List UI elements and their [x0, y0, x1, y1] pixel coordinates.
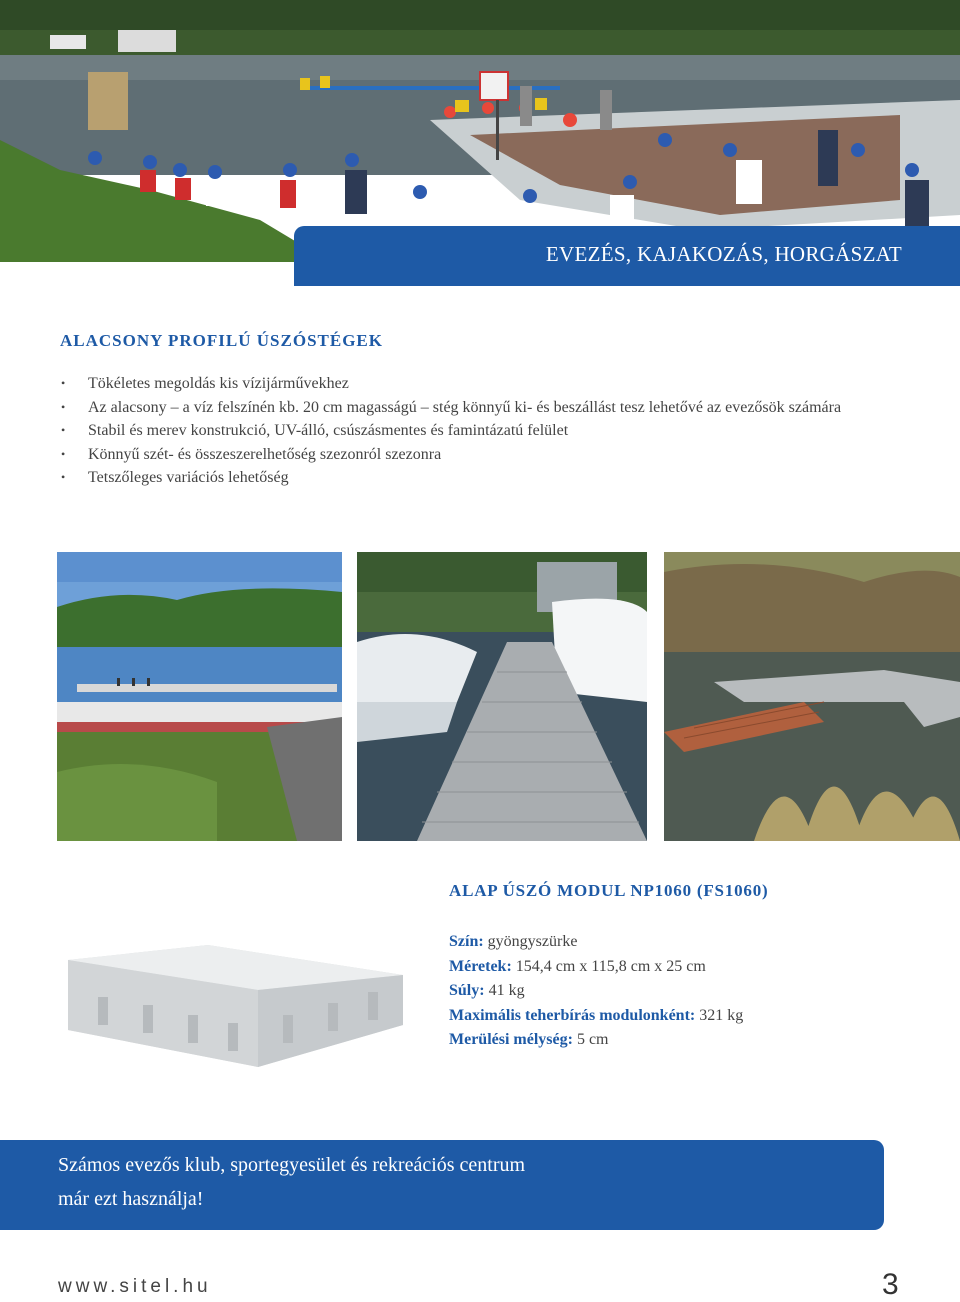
- float-module-illustration: [58, 935, 413, 1070]
- category-banner: [294, 226, 960, 286]
- footer-line-2: már ezt használja!: [58, 1188, 204, 1210]
- footer-line-1: Számos evezős klub, sportegyesület és rekreációs centrum: [58, 1154, 526, 1176]
- footer-banner: [0, 1140, 884, 1230]
- list-item: • Tetszőleges variációs lehetőség: [60, 466, 880, 490]
- spec-row: Merülési mélység: 5 cm: [449, 1031, 609, 1048]
- hero-photo-rowing-dock: [0, 0, 960, 262]
- photo-marina-boats: [357, 552, 647, 841]
- feature-list: [60, 372, 880, 490]
- spec-row: Méretek: 154,4 cm x 115,8 cm x 25 cm: [449, 957, 706, 975]
- category-banner-text: EVEZÉS, KAJAKOZÁS, HORGÁSZAT: [545, 242, 902, 266]
- section-heading: ALACSONY PROFILÚ ÚSZÓSTÉGEK: [60, 331, 383, 350]
- spec-row: Maximális teherbírás modulonként: 321 kg: [449, 1006, 744, 1024]
- photo-lake-dock: [57, 552, 342, 841]
- list-item: • Tökéletes megoldás kis vízijárművekhez: [60, 372, 880, 396]
- module-specs: [449, 930, 743, 1053]
- page-number: 3: [882, 1268, 899, 1301]
- list-item: • Stabil és merev konstrukció, UV-álló, csúszásmentes és famintázatú felület: [60, 419, 880, 443]
- photo-wooden-dock: [664, 552, 960, 841]
- list-item: • Könnyű szét- és összeszerelhetőség szezonról szezonra: [60, 443, 880, 467]
- website-link[interactable]: www.sitel.hu: [58, 1276, 212, 1297]
- spec-row: Súly: 41 kg: [449, 982, 525, 999]
- list-item: • Az alacsony – a víz felszínén kb. 20 cm magasságú – stég könnyű ki- és beszállást tesz lehetővé az evezősök számára: [60, 396, 880, 420]
- spec-row: Szín: gyöngyszürke: [449, 933, 578, 950]
- module-title: ALAP ÚSZÓ MODUL NP1060 (FS1060): [449, 881, 769, 900]
